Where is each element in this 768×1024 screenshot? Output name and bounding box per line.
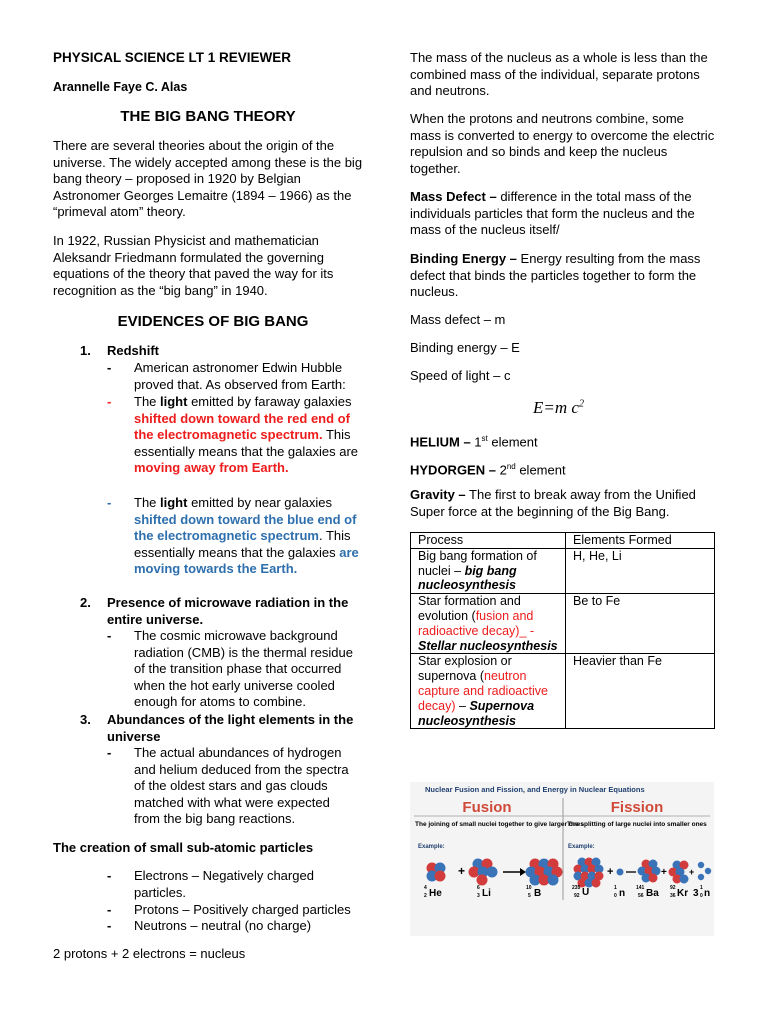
bullet-dash: - — [107, 628, 112, 643]
nucleosynthesis-table — [410, 532, 715, 729]
helium-line: HELIUM – 1st element — [410, 434, 538, 450]
symbol-binding-energy: Binding energy – E — [410, 340, 520, 355]
neutron-coefficient: 3 — [693, 888, 699, 899]
intro-paragraph-1: There are several theories about the origin of the universe. The widely accepted among these is the big bang theory – proposed in 1920 by Belgian Astronomer Georges Lemaitre (1894 – 1966) as the “primeval atom” theory. — [53, 138, 363, 219]
krypton-nucleus-icon — [669, 861, 689, 884]
evidence-abundances-title: Abundances of the light elements in the universe — [107, 712, 354, 744]
nuclide-mass-number: 1 — [614, 885, 617, 891]
nuclide-symbol: U — [582, 887, 590, 898]
table-header: Process — [411, 533, 566, 549]
nuclide-atomic-number: 92 — [574, 893, 580, 899]
document-title: PHYSICAL SCIENCE LT 1 REVIEWER — [53, 50, 292, 65]
bullet-dash: - — [107, 495, 112, 510]
bullet-dash: - — [107, 745, 112, 760]
table-row — [411, 654, 715, 729]
fusion-description: The joining of small nuclei together to give larger ones — [415, 821, 585, 828]
hydrogen-line: HYDORGEN – 2nd element — [410, 462, 566, 478]
mass-defect-definition: Mass Defect – difference in the total mass of the individuals particles that form the nucleus and the mass of the nucleus itself/ — [410, 189, 695, 237]
nuclide-atomic-number: 3 — [477, 893, 480, 899]
nuclide-symbol: Li — [482, 888, 491, 899]
evidence-microwave-bullet: The cosmic microwave background radiation (CMB) is the thermal residue of the transition phase that occurred when the hot early universe cooled enough for atoms to combine. — [134, 628, 353, 709]
neutron-icon — [617, 869, 624, 876]
intro-paragraph-2: In 1922, Russian Physicist and mathematician Aleksandr Friedmann formulated the governing equations of the theory that paved the way for its recognition as the “big bang” in 1940. — [53, 233, 334, 298]
symbol-speed-of-light: Speed of light – c — [410, 368, 511, 383]
arrow-head-icon — [520, 868, 526, 876]
binding-energy-definition: Binding Energy – Energy resulting from the mass defect that binds the particles together to form the nucleus. — [410, 251, 701, 299]
plus-sign: + — [607, 866, 614, 878]
evidence-redshift-bullet-1: American astronomer Edwin Hubble proved that. As observed from Earth: — [134, 360, 346, 392]
nuclide-atomic-number: 0 — [614, 893, 617, 899]
plus-sign: + — [661, 867, 667, 878]
table-header: Elements Formed — [566, 533, 715, 549]
nuclide-mass-number: 235 — [572, 885, 581, 891]
nuclide-atomic-number: 36 — [670, 893, 676, 899]
author: Arannelle Faye C. Alas — [53, 80, 188, 94]
evidence-redshift-bullet-3: The light emitted by near galaxies shifted down toward the blue end of the electromagnetic spectrum. This essentially means that the galaxies are moving towards the Earth. — [134, 495, 359, 576]
table-cell-process: Star explosion or supernova (neutron capture and radioactive decay) – Supernova nucleosynthesis — [411, 654, 566, 729]
nuclide-mass-number: 6 — [477, 885, 480, 891]
symbol-mass-defect: Mass defect – m — [410, 312, 506, 327]
three-neutrons-icon — [698, 862, 711, 880]
section-heading-evidences: EVIDENCES OF BIG BANG — [117, 313, 309, 330]
list-number: 3. — [80, 712, 91, 727]
particle-item: Neutrons – neutral (no charge) — [134, 918, 312, 933]
gravity-definition: Gravity – The first to break away from the Unified Super force at the beginning of the Big Bang. — [410, 487, 696, 519]
nuclide-mass-number: 1 — [700, 885, 703, 891]
table-cell-elements: H, He, Li — [566, 548, 715, 593]
nuclide-symbol: n — [619, 888, 626, 899]
plus-sign: + — [458, 864, 466, 878]
table-cell-elements: Heavier than Fe — [566, 654, 715, 729]
barium-nucleus-icon — [638, 860, 661, 883]
boron-nucleus-icon — [526, 859, 563, 886]
lithium-nucleus-icon — [469, 859, 498, 886]
evidence-microwave-title: Presence of microwave radiation in the entire universe. — [107, 595, 349, 627]
nucleus-mass-paragraph: The mass of the nucleus as a whole is less than the combined mass of the individual, separate protons and neutrons. — [410, 50, 708, 98]
nuclide-symbol: B — [534, 888, 542, 899]
nuclide-atomic-number: 2 — [424, 893, 427, 899]
table-row — [411, 594, 715, 654]
figure-title: Nuclear Fusion and Fission, and Energy in Nuclear Equations — [425, 785, 645, 794]
nuclide-atomic-number: 0 — [700, 893, 703, 899]
binding-paragraph: When the protons and neutrons combine, some mass is converted to energy to overcome the electric repulsion and so binds and keep the nucleus together. — [410, 111, 715, 176]
uranium-nucleus-icon — [574, 858, 604, 888]
table-row — [411, 548, 715, 593]
fission-label: Fission — [610, 799, 664, 816]
table-cell-elements: Be to Fe — [566, 594, 715, 654]
fusion-example-label: Example: — [418, 844, 445, 850]
equation-emc2: E=m $c^2$ — [533, 398, 584, 417]
particle-item: Protons – Positively charged particles — [134, 902, 351, 917]
nuclide-symbol: Kr — [677, 888, 689, 899]
table-cell-process: Star formation and evolution (fusion and radioactive decay)_ - Stellar nucleosynthesis — [411, 594, 566, 654]
nuclide-symbol: n — [704, 888, 711, 899]
fusion-fission-diagram — [410, 782, 714, 936]
evidence-redshift-title: Redshift — [107, 343, 159, 358]
nuclide-mass-number: 10 — [526, 885, 532, 891]
list-number: 2. — [80, 595, 91, 610]
nuclide-atomic-number: 56 — [638, 893, 644, 899]
table-cell-process: Big bang formation of nuclei – big bang nucleosynthesis — [411, 548, 566, 593]
fission-description: The splitting of large nuclei into smaller ones — [567, 821, 707, 828]
bullet-dash: - — [107, 918, 112, 933]
nucleus-line: 2 protons + 2 electrons = nucleus — [53, 946, 246, 961]
section-heading-big-bang: THE BIG BANG THEORY — [120, 108, 296, 125]
fusion-fission-figure — [410, 782, 714, 936]
nuclide-atomic-number: 5 — [528, 893, 531, 899]
nuclide-mass-number: 4 — [424, 885, 427, 891]
list-number: 1. — [80, 343, 91, 358]
bullet-dash: - — [107, 868, 112, 883]
bullet-dash: - — [107, 394, 112, 409]
particle-item: Electrons – Negatively charged particles. — [134, 868, 314, 900]
fission-example-label: Example: — [568, 844, 595, 850]
particles-heading: The creation of small sub-atomic particles — [53, 840, 314, 855]
nuclide-mass-number: 92 — [670, 885, 676, 891]
fusion-label: Fusion — [462, 799, 512, 816]
evidence-abundances-bullet: The actual abundances of hydrogen and helium deduced from the spectra of the oldest stars and gas clouds matched with what were expected from the big bang reactions. — [134, 745, 349, 826]
nuclide-mass-number: 141 — [636, 885, 645, 891]
plus-sign: + — [689, 867, 695, 877]
nuclide-symbol: Ba — [646, 888, 659, 899]
bullet-dash: - — [107, 902, 112, 917]
helium-nucleus-icon — [427, 863, 446, 882]
table-header-row — [411, 533, 715, 549]
evidence-redshift-bullet-2: The light emitted by faraway galaxies shifted down toward the red end of the electromagnetic spectrum. This essentially means that the galaxies are moving away from Earth. — [134, 394, 359, 475]
bullet-dash: - — [107, 360, 112, 375]
nuclide-symbol: He — [429, 888, 442, 899]
